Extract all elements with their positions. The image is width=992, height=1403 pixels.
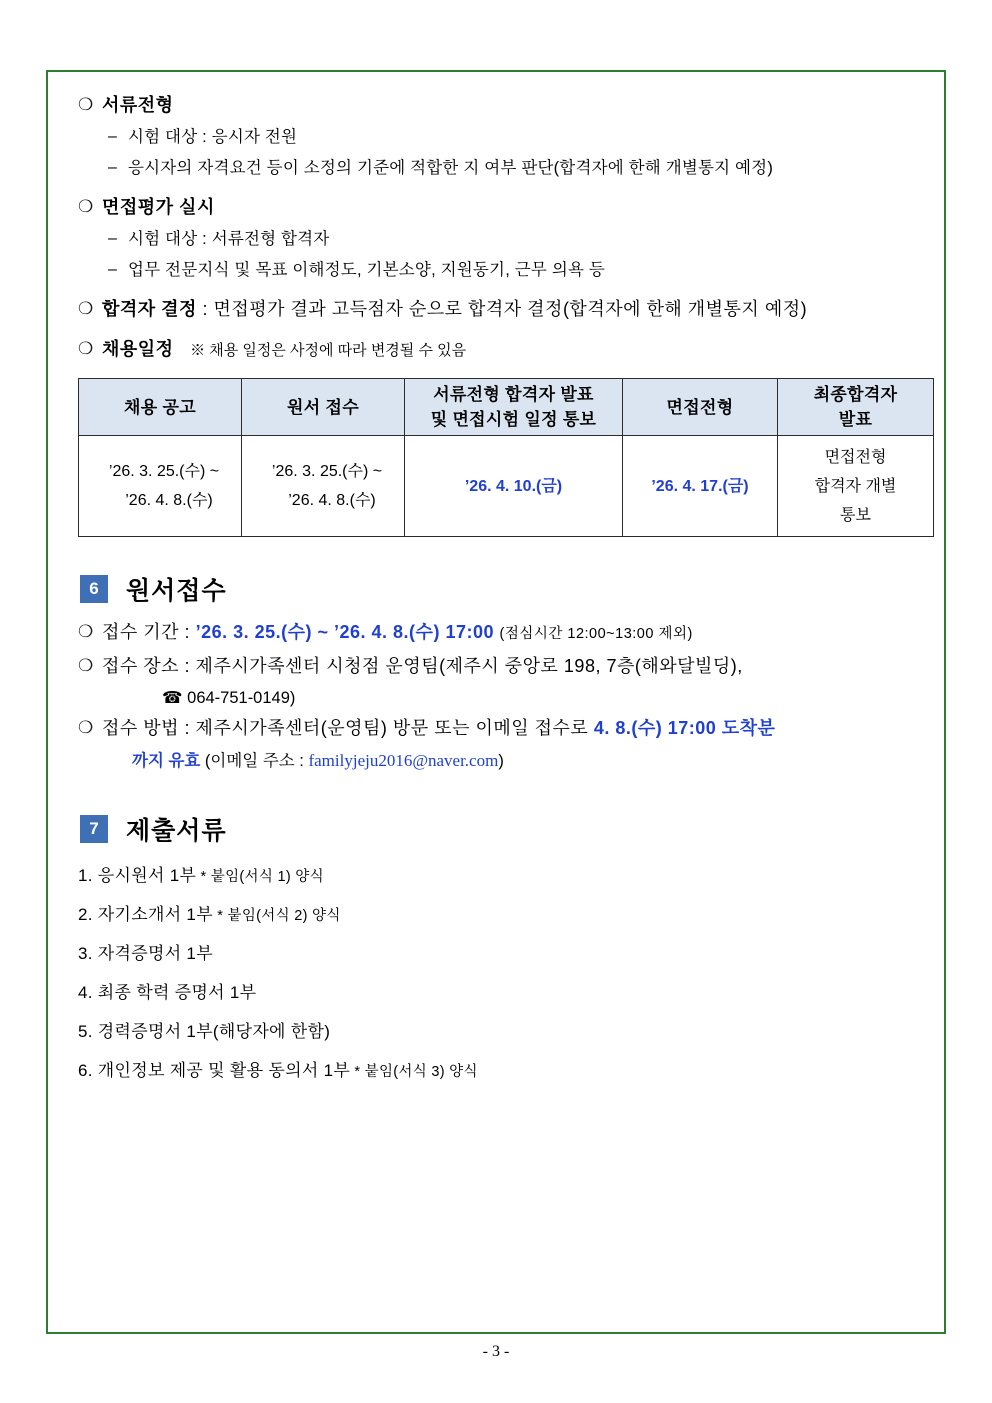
bullet-icon: ❍	[78, 299, 94, 318]
column-header-interview	[623, 379, 778, 436]
list-item	[78, 1013, 918, 1052]
block-pass-decision	[78, 294, 918, 324]
section-title: 원서접수	[126, 577, 227, 605]
application-period-dates: ’26. 3. 25.(수) ~ ’26. 4. 8.(수) 17:00	[195, 622, 494, 642]
dash-icon: –	[108, 230, 117, 247]
column-header-final-result	[778, 379, 934, 436]
column-header-line: 원서 접수	[287, 397, 359, 417]
list-item	[78, 935, 918, 974]
document-label: 6. 개인정보 제공 및 활용 동의서 1부	[78, 1061, 351, 1080]
column-header-notice	[79, 379, 242, 436]
application-period-text	[102, 617, 693, 649]
schedule-heading-text	[102, 334, 466, 366]
block-document-screening	[78, 90, 918, 183]
column-header-line: 및 면접시험 일정 통보	[430, 410, 597, 429]
section-title: 제출서류	[126, 817, 227, 845]
application-period-note: (점심시간 12:00~13:00 제외)	[499, 626, 693, 642]
bullet-icon: ❍	[78, 656, 94, 675]
cell-notice-period	[79, 436, 242, 537]
table-header-row	[79, 379, 934, 436]
list-item	[78, 1052, 918, 1091]
list-item	[108, 153, 918, 183]
application-email-tail: )	[498, 752, 504, 770]
application-period-label: 접수 기간 :	[102, 622, 196, 642]
list-item	[78, 974, 918, 1013]
column-header-line: 서류전형 합격자 발표	[433, 385, 594, 404]
list-item	[108, 122, 918, 152]
pass-decision-label: 합격자 결정	[102, 299, 197, 319]
section-heading-documents	[78, 811, 918, 847]
block-interview-evaluation	[78, 192, 918, 285]
application-method-label: 접수 방법 : 제주시가족센터(운영팀) 방문 또는 이메일 접수로	[102, 718, 594, 738]
pass-decision-text	[102, 294, 807, 324]
application-period-row	[78, 617, 918, 649]
bullet-icon: ❍	[78, 718, 94, 737]
section-number-badge: 6	[80, 575, 108, 603]
document-label: 4. 최종 학력 증명서 1부	[78, 983, 257, 1002]
column-header-application	[242, 379, 405, 436]
page-number: - 3 -	[482, 1343, 510, 1360]
bullet-icon: ❍	[78, 339, 94, 358]
list-item	[108, 255, 918, 285]
column-header-line: 채용 공고	[124, 397, 196, 417]
application-method-deadline: 4. 8.(수) 17:00 도착분	[593, 718, 776, 738]
block-heading-row	[78, 192, 918, 222]
application-method-text	[102, 713, 775, 743]
cell-line: ’26. 4. 8.(수)	[288, 492, 376, 509]
application-method-valid: 까지 유효	[132, 752, 201, 770]
list-item	[108, 224, 918, 254]
document-label: 1. 응시원서 1부	[78, 866, 197, 885]
document-content	[78, 90, 918, 1091]
block-heading-row	[78, 90, 918, 120]
document-attachment-note: * 붙임(서식 2) 양식	[212, 908, 341, 924]
bullet-icon: ❍	[78, 95, 94, 114]
cell-line: 합격자 개별	[814, 477, 897, 495]
dash-icon: –	[108, 128, 117, 145]
bullet-icon: ❍	[78, 622, 94, 641]
cell-line: 면접전형	[824, 448, 887, 466]
table-body	[79, 436, 934, 537]
application-email-label: (이메일 주소 :	[200, 752, 309, 770]
application-place-text	[102, 651, 743, 681]
table-header	[79, 379, 934, 436]
block-heading: 면접평가 실시	[102, 197, 215, 217]
schedule-heading-label: 채용일정	[102, 339, 174, 359]
block-heading: 서류전형	[102, 95, 174, 115]
required-documents-list	[78, 857, 918, 1091]
list-item-label: 응시자의 자격요건 등이 소정의 기준에 적합한 지 여부 판단(합격자에 한해 개별통지 예정)	[128, 159, 774, 177]
table-row	[79, 436, 934, 537]
application-email-address: familyjeju2016@naver.com	[308, 751, 499, 770]
cell-application-period	[242, 436, 405, 537]
pass-decision-detail: : 면접평가 결과 고득점자 순으로 합격자 결정(합격자에 한해 개별통지 예정)	[196, 299, 808, 319]
cell-line: ’26. 3. 25.(수) ~	[108, 463, 220, 480]
column-header-line: 면접전형	[666, 397, 734, 417]
cell-line: ’26. 3. 25.(수) ~	[271, 463, 383, 480]
section-number-badge: 7	[80, 815, 108, 843]
column-header-line: 최종합격자	[813, 385, 898, 404]
application-method-row	[78, 713, 918, 743]
list-item-label: 시험 대상 : 서류전형 합격자	[128, 230, 330, 248]
document-attachment-note: * 붙임(서식 3) 양식	[350, 1064, 478, 1080]
column-header-screening-result	[405, 379, 623, 436]
document-label: 5. 경력증명서 1부(해당자에 한함)	[78, 1022, 331, 1041]
application-place-phone: ☎ 064-751-0149)	[162, 689, 296, 707]
application-place-label: 접수 장소 : 제주시가족센터 시청점 운영팀(제주시 중앙로 198, 7층(해와달빌딩),	[102, 656, 743, 676]
document-label: 2. 자기소개서 1부	[78, 905, 213, 924]
list-item-label: 시험 대상 : 응시자 전원	[128, 128, 298, 146]
schedule-note: ※ 채용 일정은 사정에 따라 변경될 수 있음	[190, 342, 467, 359]
application-place-row	[78, 651, 918, 681]
cell-final-result	[778, 436, 934, 537]
application-method-continued	[132, 745, 918, 777]
cell-interview-date: ’26. 4. 17.(금)	[623, 436, 778, 537]
section-heading-application	[78, 571, 918, 607]
document-label: 3. 자격증명서 1부	[78, 944, 213, 963]
dash-icon: –	[108, 159, 117, 176]
list-item-label: 업무 전문지식 및 목표 이해정도, 기본소양, 지원동기, 근무 의욕 등	[128, 261, 606, 279]
list-item	[78, 857, 918, 896]
dash-icon: –	[108, 261, 117, 278]
column-header-line: 발표	[838, 410, 873, 429]
list-item	[78, 896, 918, 935]
block-schedule-heading	[78, 334, 918, 366]
cell-line: 통보	[840, 506, 871, 524]
cell-screening-result-date: ’26. 4. 10.(금)	[405, 436, 623, 537]
bullet-icon: ❍	[78, 197, 94, 216]
document-attachment-note: * 붙임(서식 1) 양식	[196, 869, 324, 885]
recruitment-schedule-table	[78, 378, 934, 537]
cell-line: ’26. 4. 8.(수)	[125, 492, 213, 509]
